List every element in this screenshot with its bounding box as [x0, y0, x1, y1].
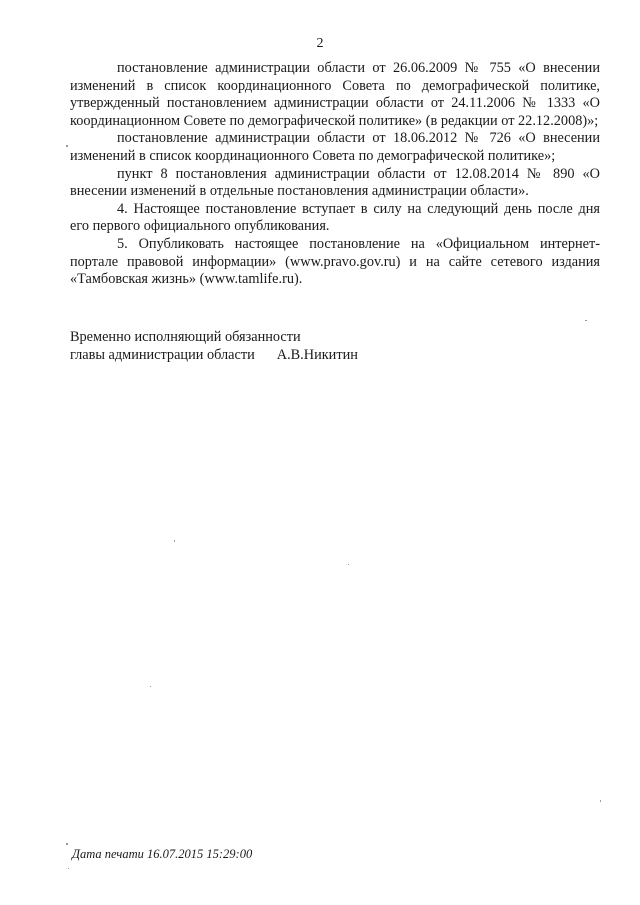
signer-title-line-2-row — [70, 347, 490, 365]
scan-speck — [585, 320, 587, 321]
document-body — [70, 60, 600, 289]
scan-speck — [174, 540, 175, 542]
page-number: 2 — [316, 36, 324, 51]
paragraph-item-8-resolution-890: пункт 8 постановления администрации области от 12.08.2014 № 890 «О внесении изменений в отдельные постановления администрации области». — [70, 165, 600, 200]
scan-speck — [66, 843, 68, 845]
signer-title-line-1: Временно исполняющий обязанности — [70, 329, 301, 345]
signer-title-line-2: главы администрации области — [70, 346, 255, 363]
paragraph-resolution-755: постановление администрации области от 26.06.2009 № 755 «О внесении изменений в список координационного Совета по демографической политике, утвержденный постановлением администрации области от 24.11.2006 № 1333 «О координационном Совете по демографической политике» (в редакции от 22.12.2008)»; — [70, 60, 600, 129]
print-date: Дата печати 16.07.2015 15:29:00 — [72, 847, 253, 861]
paragraph-item-5-publication: 5. Опубликовать настоящее постановление на «Официальном интернет-портале правовой информации» (www.pravo.gov.ru) и на сайте сетевого издания «Тамбовская жизнь» (www.tamlife.ru). — [70, 235, 600, 288]
paragraph-item-4-effective-date: 4. Настоящее постановление вступает в силу на следующий день после дня его первого официального опубликования. — [70, 200, 600, 235]
scan-speck — [68, 868, 69, 869]
scan-speck — [600, 800, 601, 802]
signature-block — [70, 329, 490, 364]
scan-speck — [66, 145, 68, 147]
scan-speck — [348, 564, 349, 565]
paragraph-resolution-726: постановление администрации области от 18.06.2012 № 726 «О внесении изменений в список координационного Совета по демографической политике»; — [70, 130, 600, 164]
signer-name: А.В.Никитин — [276, 346, 358, 363]
scan-speck — [150, 686, 151, 687]
